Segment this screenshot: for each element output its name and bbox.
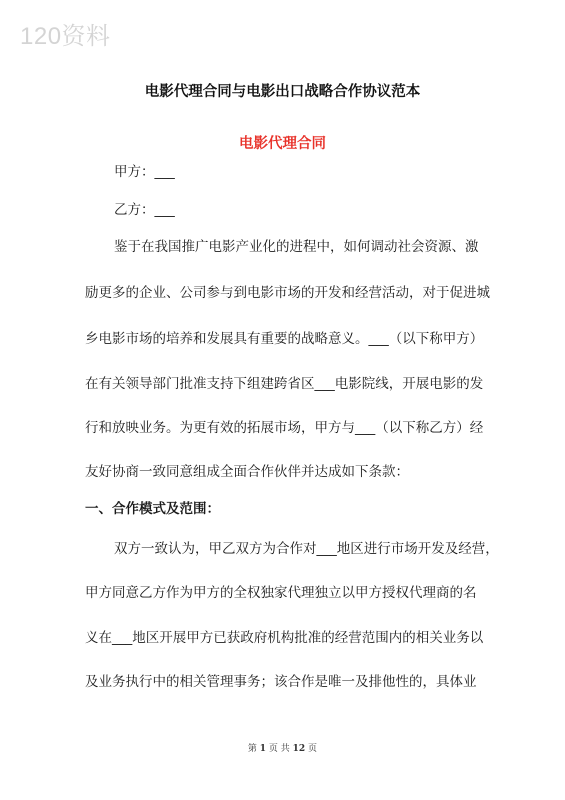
section-title: 电影代理合同	[239, 135, 326, 152]
page-footer	[0, 741, 565, 754]
party-b-line: 乙方：___	[114, 202, 175, 218]
watermark-logo: 120资料	[20, 23, 111, 50]
paragraph2-line: 及业务执行中的相关管理事务；该合作是唯一及排他性的，具体业	[85, 674, 477, 690]
footer-total-pages: 12	[292, 744, 306, 754]
document-title: 电影代理合同与电影出口战略合作协议范本	[144, 83, 421, 100]
footer-suffix: 页	[305, 744, 318, 754]
footer-prefix: 第	[247, 744, 260, 754]
paragraph1-line: 鉴于在我国推广电影产业化的进程中，如何调动社会资源、激	[114, 239, 479, 255]
paragraph1-line: 励更多的企业、公司参与到电影市场的开发和经营活动，对于促进城	[85, 285, 490, 301]
paragraph1-line: 行和放映业务。为更有效的拓展市场，甲方与___（以下称乙方）经	[85, 420, 484, 436]
paragraph2-line: 甲方同意乙方作为甲方的全权独家代理独立以甲方授权代理商的名	[85, 585, 477, 601]
party-a-line: 甲方：___	[114, 164, 175, 180]
paragraph1-line: 乡电影市场的培养和发展具有重要的战略意义。___（以下称甲方）	[85, 331, 484, 347]
paragraph1-line: 在有关领导部门批准支持下组建跨省区___电影院线，开展电影的发	[85, 376, 484, 392]
paragraph2-line: 双方一致认为，甲乙双方为合作对___地区进行市场开发及经营，	[114, 541, 499, 557]
footer-middle: 页 共	[266, 744, 293, 754]
paragraph2-line: 义在___地区开展甲方已获政府机构批准的经营范围内的相关业务以	[85, 630, 484, 646]
footer-page-number: 1	[259, 744, 267, 754]
section-heading: 一、合作模式及范围：	[85, 501, 220, 517]
paragraph1-line: 友好协商一致同意组成全面合作伙伴并达成如下条款：	[85, 464, 409, 480]
